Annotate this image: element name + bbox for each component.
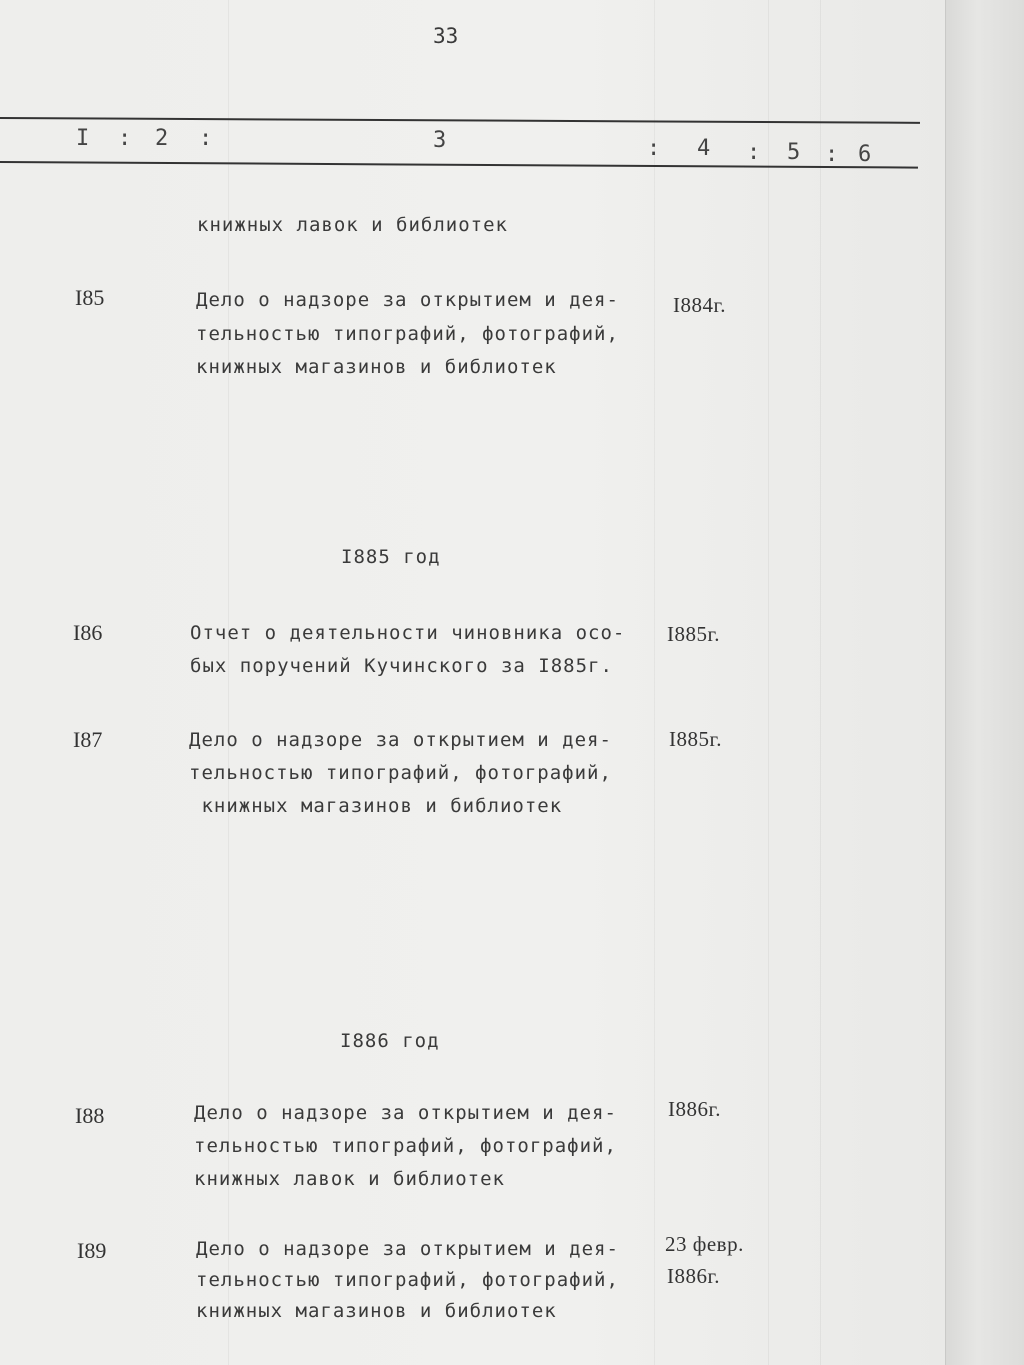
entry-text-line: тельностью типографий, фотографий,	[194, 1135, 617, 1157]
bleed-through-rule	[228, 0, 229, 1365]
continuation-line: книжных лавок и библиотек	[197, 214, 508, 236]
entry-number: I88	[75, 1103, 105, 1128]
entry-text-line: тельностью типографий, фотографий,	[196, 323, 619, 345]
header-col-4: 4	[697, 136, 712, 161]
entry-text-line: Дело о надзоре за открытием и дея-	[194, 1102, 617, 1124]
entry-text-line: книжных магазинов и библиотек	[189, 795, 563, 817]
entry-text-line: книжных лавок и библиотек	[194, 1168, 505, 1190]
header-col-2: 2	[155, 126, 170, 151]
page-edge-shadow	[945, 0, 1024, 1365]
entry-date: I885г.	[669, 727, 722, 751]
entry-text-line: тельностью типографий, фотографий,	[189, 762, 612, 784]
entry-date: I884г.	[673, 293, 726, 317]
entry-text-line: Дело о надзоре за открытием и дея-	[196, 289, 619, 311]
header-separator: :	[118, 126, 133, 151]
entry-text-line: бых поручений Кучинского за I885г.	[190, 655, 613, 677]
entry-text-line: книжных магазинов и библиотек	[196, 356, 557, 378]
entry-number: I87	[73, 727, 103, 752]
entry-text-line: Дело о надзоре за открытием и дея-	[196, 1238, 619, 1260]
year-heading: I885 год	[341, 546, 441, 568]
entry-number: I86	[73, 620, 103, 645]
entry-text-line: Отчет о деятельности чиновника осо-	[190, 622, 626, 644]
bleed-through-rule	[820, 0, 821, 1365]
entry-text-line: Дело о надзоре за открытием и дея-	[189, 729, 612, 751]
entry-date: I885г.	[667, 622, 720, 646]
entry-date: 23 февр.	[665, 1232, 744, 1256]
header-col-3: 3	[433, 128, 448, 153]
entry-number: I85	[75, 285, 105, 310]
header-separator: :	[647, 136, 662, 161]
entry-number: I89	[77, 1238, 107, 1263]
entry-date: I886г.	[667, 1264, 720, 1288]
header-separator: :	[825, 142, 840, 167]
header-separator: :	[747, 140, 762, 165]
entry-text-line: тельностью типографий, фотографий,	[196, 1269, 619, 1291]
header-separator: :	[199, 126, 214, 151]
header-col-1: I	[76, 126, 91, 151]
year-heading: I886 год	[340, 1030, 440, 1052]
header-col-5: 5	[787, 140, 802, 165]
bleed-through-rule	[654, 0, 655, 1365]
entry-text-line: книжных магазинов и библиотек	[196, 1300, 557, 1322]
page-number: 33	[433, 24, 459, 48]
bleed-through-rule	[768, 0, 769, 1365]
entry-date: I886г.	[668, 1097, 721, 1121]
header-col-6: 6	[858, 142, 873, 167]
